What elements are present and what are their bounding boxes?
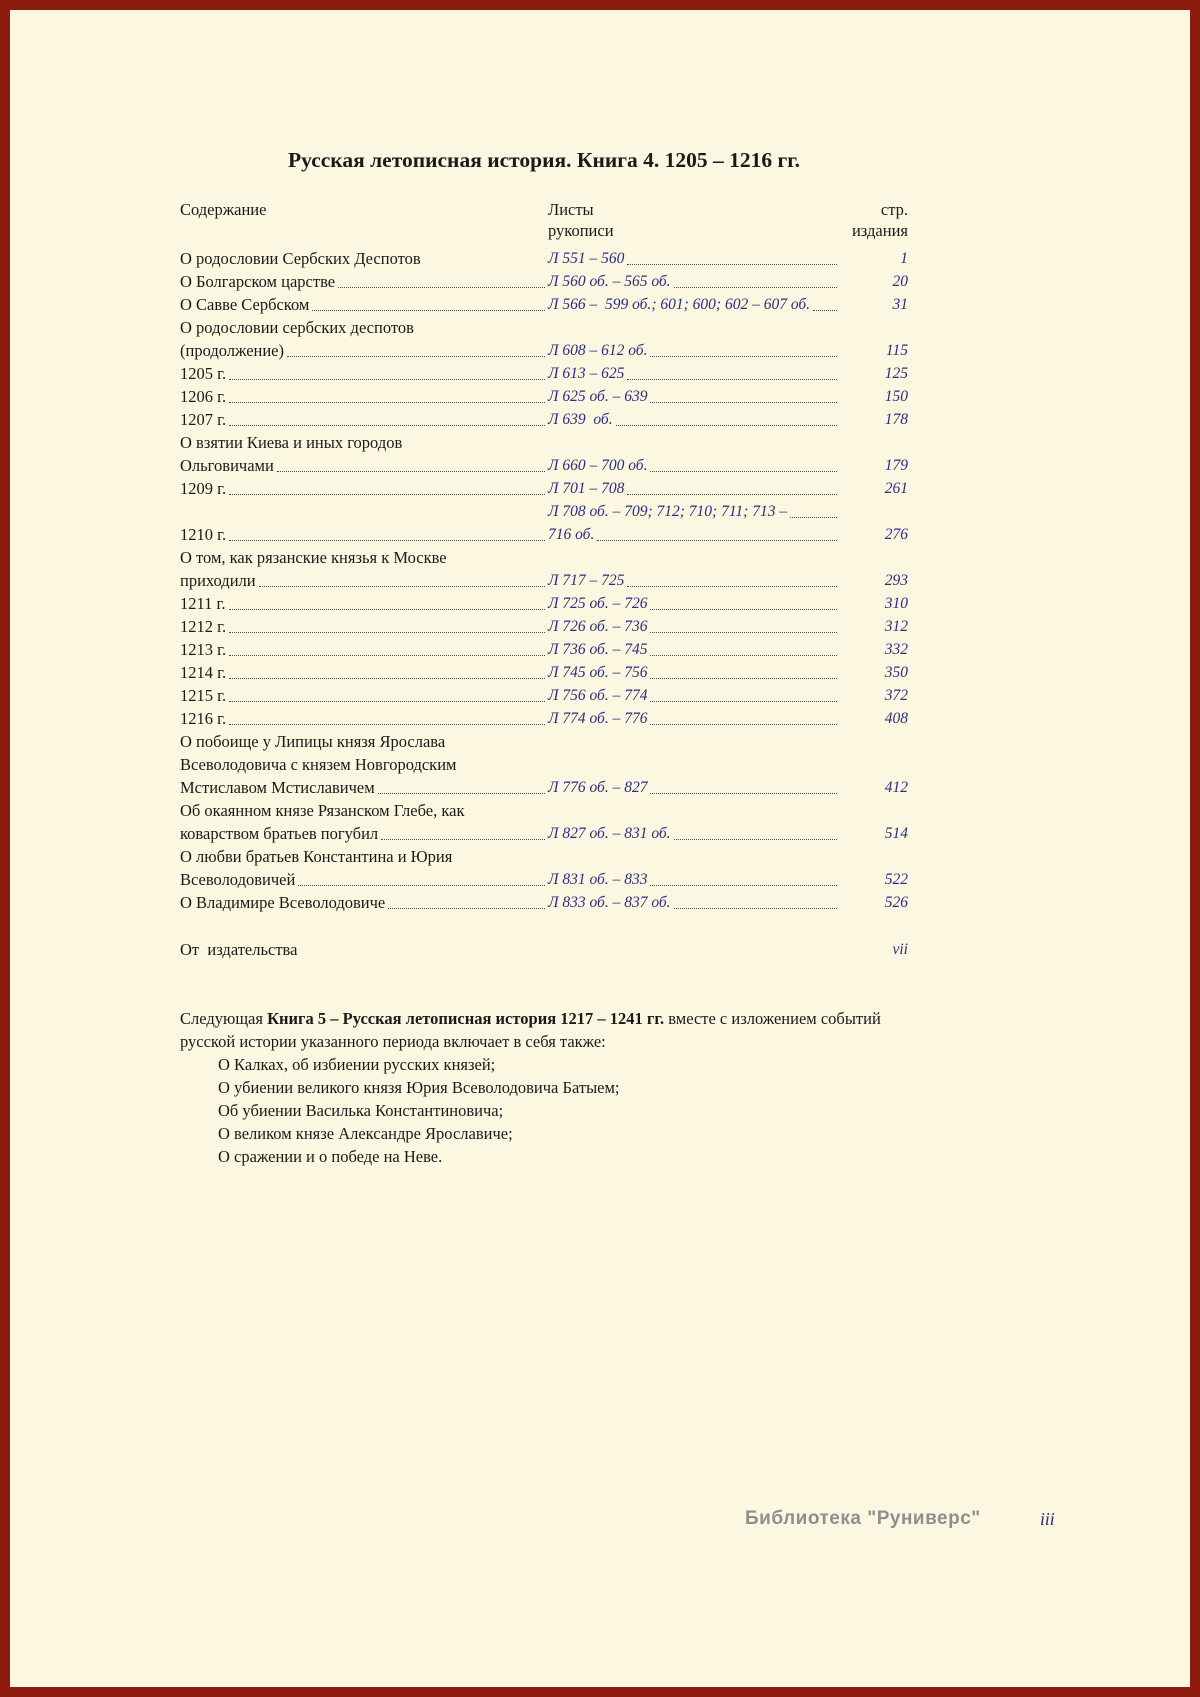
entry-title-text: коварством братьев погубил	[180, 824, 379, 843]
dotted-leader	[229, 678, 545, 679]
entry-page-number: 125	[884, 365, 908, 382]
entry-page-number: 514	[884, 825, 908, 842]
toc-row	[180, 845, 908, 868]
entry-title-cell	[180, 615, 548, 638]
entry-title-cell	[180, 477, 548, 500]
entry-title-cell	[180, 454, 548, 477]
entry-leaves-text: Л 745 об. – 756	[548, 664, 648, 681]
entry-title-text: О Болгарском царстве	[180, 272, 336, 291]
entry-leaves-text: Л 625 об. – 639	[548, 388, 648, 405]
publisher-row	[180, 938, 908, 961]
entry-page-number: 332	[884, 641, 908, 658]
dotted-leader	[674, 287, 837, 288]
entry-leaves-text: Л 613 – 625	[548, 365, 625, 382]
entry-page-number	[840, 546, 908, 569]
entry-leaves-text: Л 701 – 708	[548, 480, 625, 497]
dotted-leader	[627, 586, 837, 587]
entry-title-text: приходили	[180, 571, 256, 590]
toc-row	[180, 408, 908, 431]
next-book-paragraph	[180, 1007, 908, 1053]
entry-title-cell	[180, 868, 548, 891]
toc-row	[180, 891, 908, 914]
dotted-leader	[674, 908, 837, 909]
toc-row	[180, 431, 908, 454]
entry-title-text: 1205 г.	[180, 364, 227, 383]
entry-leaves-text: Л 708 об. – 709; 712; 710; 711; 713 –	[548, 503, 788, 520]
entry-title-cell	[180, 247, 548, 270]
entry-title-cell	[180, 500, 548, 523]
entry-title-text: 1212 г.	[180, 617, 227, 636]
dotted-leader	[650, 471, 837, 472]
entry-page-number: 310	[884, 595, 908, 612]
entry-leaves-cell	[548, 500, 840, 523]
toc-row	[180, 477, 908, 500]
entry-title-cell	[180, 730, 548, 753]
entry-page-number	[840, 845, 908, 868]
header-leaves-line2: рукописи	[548, 221, 614, 240]
dotted-leader	[229, 379, 545, 380]
toc-row	[180, 316, 908, 339]
entry-title-text: 1216 г.	[180, 709, 227, 728]
dotted-leader	[229, 655, 545, 656]
entry-leaves-text: Л 774 об. – 776	[548, 710, 648, 727]
dotted-leader	[627, 264, 837, 265]
entry-title-text: 1206 г.	[180, 387, 227, 406]
entry-leaves-cell	[548, 776, 840, 799]
entry-leaves-text: Л 725 об. – 726	[548, 595, 648, 612]
entry-page-number	[840, 316, 908, 339]
entry-leaves-cell	[548, 385, 840, 408]
dotted-leader	[674, 839, 837, 840]
dotted-leader	[229, 540, 545, 541]
entry-leaves-text: Л 831 об. – 833	[548, 871, 648, 888]
entry-leaves-text: Л 608 – 612 об.	[548, 342, 648, 359]
entry-title-text: Всеволодовича с князем Новгородским	[180, 755, 457, 774]
entry-leaves-cell	[548, 661, 840, 684]
next-book-item: О Калках, об избиении русских князей;	[218, 1055, 496, 1074]
next-book-item: О великом князе Александре Ярославиче;	[218, 1124, 513, 1143]
dotted-leader	[650, 678, 837, 679]
entry-title-text: О родословии сербских деспотов	[180, 318, 414, 337]
header-page-line2: издания	[851, 221, 908, 240]
dotted-leader	[378, 793, 545, 794]
entry-page-number: 412	[884, 779, 908, 796]
entry-title-text: Мстиславом Мстиславичем	[180, 778, 375, 797]
dotted-leader	[298, 885, 545, 886]
entry-title-text: Об окаянном князе Рязанском Глебе, как	[180, 801, 465, 820]
entry-title-cell	[180, 362, 548, 385]
header-leaves-column	[548, 199, 840, 241]
toc-entries	[180, 247, 908, 914]
toc-row	[180, 454, 908, 477]
entry-page-number: 261	[884, 480, 908, 497]
entry-title-cell	[180, 431, 548, 454]
entry-page-number: 179	[884, 457, 908, 474]
folio-number: iii	[1040, 1509, 1055, 1529]
toc-row	[180, 799, 908, 822]
entry-title-cell	[180, 385, 548, 408]
toc-content	[180, 148, 908, 1168]
entry-page-number: 20	[892, 273, 908, 290]
entry-title-cell	[180, 569, 548, 592]
header-page-column	[840, 199, 908, 241]
entry-title-cell	[180, 316, 548, 339]
dotted-leader	[229, 494, 545, 495]
entry-leaves-text: Л 726 об. – 736	[548, 618, 648, 635]
entry-page-number	[840, 753, 908, 776]
entry-title-cell	[180, 799, 548, 822]
entry-leaves-cell	[548, 316, 840, 339]
entry-leaves-text: 716 об.	[548, 526, 595, 543]
toc-row	[180, 339, 908, 362]
entry-leaves-cell	[548, 684, 840, 707]
dotted-leader	[229, 724, 545, 725]
entry-page-number	[840, 730, 908, 753]
toc-row	[180, 776, 908, 799]
toc-row	[180, 638, 908, 661]
dotted-leader	[229, 425, 545, 426]
toc-row	[180, 500, 908, 523]
entry-leaves-cell	[548, 569, 840, 592]
dotted-leader	[650, 655, 837, 656]
header-leaves-line1: Листы	[548, 200, 594, 219]
toc-header-row	[180, 199, 908, 241]
dotted-leader	[229, 609, 545, 610]
dotted-leader	[616, 425, 837, 426]
entry-page-number: 1	[900, 250, 908, 267]
entry-title-text: 1209 г.	[180, 479, 227, 498]
entry-title-cell	[180, 822, 548, 845]
entry-leaves-text: Л 560 об. – 565 об.	[548, 273, 671, 290]
entry-title-text: О том, как рязанские князья к Москве	[180, 548, 447, 567]
publisher-label: От издательства	[180, 940, 298, 959]
entry-leaves-cell	[548, 615, 840, 638]
entry-page-number	[840, 500, 908, 523]
dotted-leader	[790, 517, 837, 518]
header-content-label: Содержание	[180, 200, 267, 219]
entry-leaves-cell	[548, 891, 840, 914]
entry-title-cell	[180, 592, 548, 615]
dotted-leader	[650, 793, 837, 794]
toc-row	[180, 546, 908, 569]
toc-row	[180, 523, 908, 546]
entry-leaves-cell	[548, 592, 840, 615]
next-book-prefix: Следующая	[180, 1009, 268, 1028]
entry-leaves-cell	[548, 431, 840, 454]
entry-page-number: 31	[892, 296, 908, 313]
entry-title-cell	[180, 776, 548, 799]
toc-row	[180, 707, 908, 730]
entry-page-number: 408	[884, 710, 908, 727]
dotted-leader	[287, 356, 545, 357]
next-book-item: О сражении и о победе на Неве.	[218, 1147, 443, 1166]
library-watermark: Библиотека "Руниверс"	[745, 1508, 981, 1529]
entry-title-cell	[180, 546, 548, 569]
entry-leaves-text: Л 833 об. – 837 об.	[548, 894, 671, 911]
entry-page-number: 150	[884, 388, 908, 405]
dotted-leader	[597, 540, 837, 541]
dotted-leader	[650, 609, 837, 610]
entry-title-text: Ольговичами	[180, 456, 274, 475]
entry-leaves-cell	[548, 707, 840, 730]
entry-leaves-cell	[548, 339, 840, 362]
entry-leaves-cell	[548, 730, 840, 753]
entry-leaves-cell	[548, 362, 840, 385]
next-book-item: О убиении великого князя Юрия Всеволодовича Батыем;	[218, 1078, 620, 1097]
page-title: Русская летописная история. Книга 4. 1205 – 1216 гг.	[287, 148, 800, 172]
dotted-leader	[381, 839, 545, 840]
entry-leaves-cell	[548, 247, 840, 270]
toc-row	[180, 569, 908, 592]
dotted-leader	[813, 310, 837, 311]
entry-leaves-text: Л 827 об. – 831 об.	[548, 825, 671, 842]
dotted-leader	[229, 402, 545, 403]
entry-title-cell	[180, 684, 548, 707]
entry-page-number: 115	[885, 342, 908, 359]
toc-row	[180, 661, 908, 684]
entry-page-number: 276	[884, 526, 908, 543]
entry-title-text: Всеволодовичей	[180, 870, 296, 889]
entry-page-number: 350	[884, 664, 908, 681]
dotted-leader	[277, 471, 545, 472]
entry-title-cell	[180, 845, 548, 868]
entry-title-cell	[180, 293, 548, 316]
dotted-leader	[229, 701, 545, 702]
header-content-column	[180, 199, 548, 241]
entry-leaves-text: Л 660 – 700 об.	[548, 457, 648, 474]
entry-page-number: 526	[884, 894, 908, 911]
dotted-leader	[229, 632, 545, 633]
entry-page-number: 312	[884, 618, 908, 635]
dotted-leader	[650, 885, 837, 886]
toc-row	[180, 247, 908, 270]
entry-leaves-cell	[548, 546, 840, 569]
dotted-leader	[650, 701, 837, 702]
entry-title-text: 1207 г.	[180, 410, 227, 429]
next-book-item: Об убиении Василька Константиновича;	[218, 1101, 504, 1120]
entry-title-cell	[180, 339, 548, 362]
toc-row	[180, 592, 908, 615]
entry-title-text: О Савве Сербском	[180, 295, 310, 314]
entry-title-text: 1215 г.	[180, 686, 227, 705]
entry-title-text: О взятии Киева и иных городов	[180, 433, 403, 452]
entry-leaves-cell	[548, 799, 840, 822]
toc-row	[180, 868, 908, 891]
toc-row	[180, 385, 908, 408]
next-book-section	[180, 1007, 908, 1168]
next-book-suffix: вместе с изложением событий русской истории указанного периода включает в себя также:	[180, 1009, 881, 1051]
entry-title-cell	[180, 523, 548, 546]
next-book-items	[180, 1053, 908, 1168]
entry-page-number: 178	[884, 411, 908, 428]
entry-leaves-cell	[548, 868, 840, 891]
entry-page-number: 293	[884, 572, 908, 589]
entry-leaves-cell	[548, 753, 840, 776]
entry-title-cell	[180, 891, 548, 914]
entry-leaves-text: Л 736 об. – 745	[548, 641, 648, 658]
entry-title-cell	[180, 753, 548, 776]
publisher-page: vii	[892, 941, 908, 958]
entry-leaves-text: Л 776 об. – 827	[548, 779, 648, 796]
entry-leaves-text: Л 639 об.	[548, 411, 613, 428]
toc-row	[180, 293, 908, 316]
entry-leaves-cell	[548, 408, 840, 431]
dotted-leader	[650, 356, 837, 357]
dotted-leader	[338, 287, 545, 288]
next-book-title: Книга 5 – Русская летописная история 1217 – 1241 гг.	[267, 1009, 665, 1028]
entry-leaves-text: Л 756 об. – 774	[548, 687, 648, 704]
header-page-line1: стр.	[880, 200, 908, 219]
entry-title-cell	[180, 707, 548, 730]
entry-title-text: О Владимире Всеволодовиче	[180, 893, 386, 912]
entry-title-text: (продолжение)	[180, 341, 284, 360]
entry-leaves-cell	[548, 477, 840, 500]
entry-leaves-text: Л 551 – 560	[548, 250, 625, 267]
entry-leaves-cell	[548, 270, 840, 293]
entry-title-text: 1214 г.	[180, 663, 227, 682]
entry-title-cell	[180, 661, 548, 684]
dotted-leader	[627, 379, 837, 380]
entry-page-number	[840, 799, 908, 822]
entry-leaves-text: Л 566 – 599 об.; 601; 600; 602 – 607 об.	[548, 296, 811, 313]
entry-title-text: 1213 г.	[180, 640, 227, 659]
toc-row	[180, 753, 908, 776]
dotted-leader	[388, 908, 545, 909]
entry-title-text: О любви братьев Константина и Юрия	[180, 847, 453, 866]
entry-leaves-cell	[548, 845, 840, 868]
dotted-leader	[312, 310, 545, 311]
dotted-leader	[650, 724, 837, 725]
entry-title-text: О побоище у Липицы князя Ярослава	[180, 732, 446, 751]
entry-page-number	[840, 431, 908, 454]
toc-row	[180, 615, 908, 638]
paper-background	[10, 10, 1190, 1687]
entry-title-text: 1211 г.	[180, 594, 226, 613]
entry-leaves-cell	[548, 293, 840, 316]
dotted-leader	[259, 586, 545, 587]
entry-title-text: 1210 г.	[180, 525, 227, 544]
entry-leaves-cell	[548, 523, 840, 546]
dotted-leader	[627, 494, 837, 495]
entry-title-cell	[180, 408, 548, 431]
toc-row	[180, 684, 908, 707]
dotted-leader	[650, 402, 837, 403]
toc-row	[180, 822, 908, 845]
entry-title-cell	[180, 270, 548, 293]
entry-leaves-cell	[548, 822, 840, 845]
dotted-leader	[650, 632, 837, 633]
entry-page-number: 372	[884, 687, 908, 704]
entry-page-number: 522	[884, 871, 908, 888]
toc-row	[180, 730, 908, 753]
entry-leaves-cell	[548, 454, 840, 477]
toc-row	[180, 362, 908, 385]
entry-title-cell	[180, 638, 548, 661]
entry-leaves-text: Л 717 – 725	[548, 572, 625, 589]
entry-leaves-cell	[548, 638, 840, 661]
entry-title-text: О родословии Сербских Деспотов	[180, 249, 421, 268]
toc-row	[180, 270, 908, 293]
